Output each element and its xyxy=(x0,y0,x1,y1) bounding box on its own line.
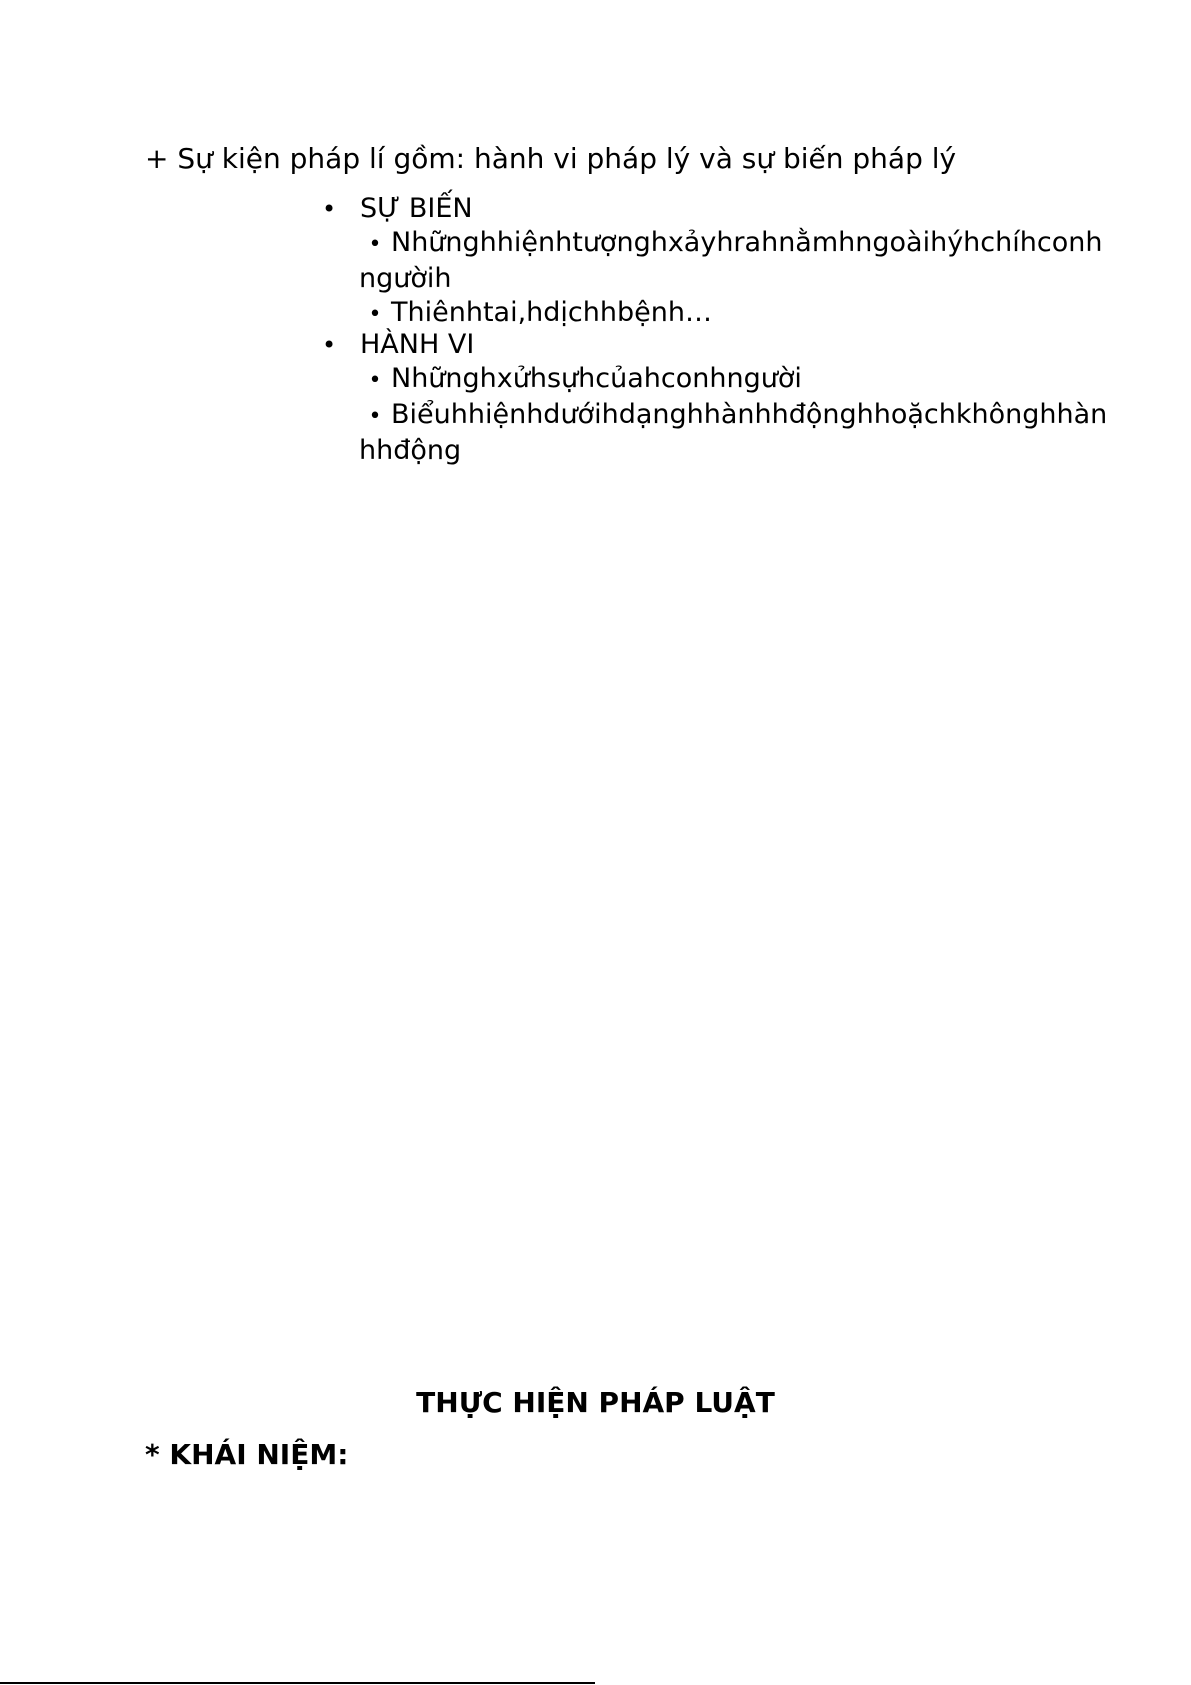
sub-list-item xyxy=(359,362,1119,398)
list-item-hanh-vi xyxy=(322,328,474,362)
footnote-divider xyxy=(0,1682,595,1684)
concept-heading: * KHÁI NIỆM: xyxy=(145,1438,349,1471)
bullet-icon: • xyxy=(322,195,337,223)
sub-list-item-text: Thiênhtai,hdịchhbệnh… xyxy=(391,297,712,328)
sub-list-item-text: Nhữnghhiệnhtượnghxảyhrahnằmhngoàihýhchíhconhngườih xyxy=(359,227,1103,294)
sub-list-item-text: Biểuhhiệnhdướihdạnghhànhhđộnghhoặchkhônghhànhhđộng xyxy=(359,399,1108,466)
list-item-label: HÀNH VI xyxy=(360,329,475,360)
sub-list-item xyxy=(359,226,1119,296)
list-item-su-bien xyxy=(322,192,473,226)
sub-list-item-text: Nhữnghxửhsựhcủahconhngười xyxy=(391,363,802,394)
section-title: THỰC HIỆN PHÁP LUẬT xyxy=(416,1386,775,1419)
sub-list-item xyxy=(359,296,1119,332)
bullet-icon: • xyxy=(368,368,382,393)
bullet-icon: • xyxy=(322,331,337,359)
bullet-icon: • xyxy=(368,404,382,429)
bullet-list-su-bien xyxy=(322,192,473,226)
list-item-label: SỰ BIẾN xyxy=(360,193,473,224)
bullet-icon: • xyxy=(368,232,382,257)
sub-list-item xyxy=(359,398,1119,468)
sub-list-su-bien xyxy=(359,226,1119,332)
sub-list-hanh-vi xyxy=(359,362,1119,468)
bullet-list-hanh-vi xyxy=(322,328,474,362)
bullet-icon: • xyxy=(368,302,382,327)
intro-paragraph: + Sự kiện pháp lí gồm: hành vi pháp lý và sự biến pháp lý xyxy=(145,142,957,175)
